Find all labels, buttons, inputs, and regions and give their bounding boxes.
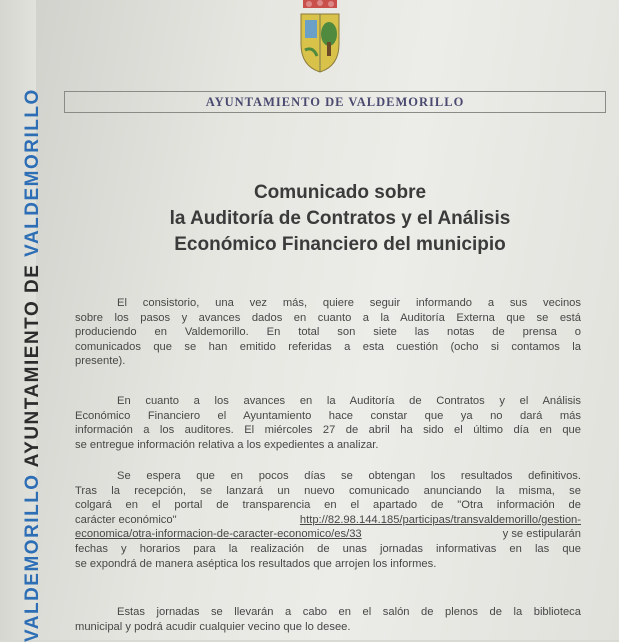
- paragraph-line: presente).: [75, 355, 126, 368]
- side-banner-part3: VALDEMORILLO: [22, 88, 43, 257]
- coat-of-arms-icon: [297, 0, 343, 74]
- side-banner: [0, 0, 43, 642]
- title-line-1: Comunicado sobre: [253, 182, 427, 203]
- paragraph-1: [75, 296, 581, 369]
- paragraph-line: Estas jornadas se llevarán a cabo en el salón de plenos de la biblioteca: [117, 606, 581, 618]
- paragraph-line: [75, 527, 581, 542]
- title-line-2: la Auditoría de Contratos y el Análisis: [169, 208, 511, 229]
- paragraph-2: [75, 394, 581, 452]
- transparency-portal-link-continued[interactable]: economica/otra-informacion-de-caracter-economico/es/33: [75, 528, 362, 541]
- header-banner: [64, 91, 606, 113]
- paragraph-line: El consistorio, una vez más, quiere seguir informando a sus vecinos: [117, 297, 581, 309]
- paragraph-line: se entregue información relativa a los expedientes a analizar.: [75, 438, 379, 451]
- paragraph-3: [75, 469, 581, 571]
- paragraph-line: En cuanto a los avances en la Auditoría de Contratos y el Análisis: [117, 395, 581, 407]
- paragraph-fragment: y se estipularán: [502, 528, 581, 541]
- paragraph-line: Económico Financiero el Ayuntamiento hace constar que ya no dará más: [75, 409, 581, 422]
- transparency-portal-link[interactable]: http://82.98.144.185/participas/transvaldemorillo/gestion-: [299, 513, 581, 526]
- paragraph-4: [75, 605, 581, 634]
- header-title: AYUNTAMIENTO DE VALDEMORILLO: [205, 95, 465, 109]
- paragraph-line: produciendo en Valdemorillo. En total son siete las notas de prensa o: [75, 326, 581, 339]
- paragraph-line: Tras la recepción, se lanzará un nuevo comunicado anunciando la misma, se: [75, 484, 581, 497]
- paragraph-line: colgará en el portal de transparencia en el apartado de "Otra información de: [75, 499, 581, 512]
- side-banner-text: [23, 88, 42, 642]
- document-title: [90, 180, 590, 258]
- side-banner-part2: AYUNTAMIENTO DE: [22, 263, 43, 468]
- paragraph-line: municipal y podrá acudir cualquier vecino que lo desee.: [75, 620, 351, 633]
- paragraph-line: información a los auditores. El miércoles 27 de abril ha sido el último día en que: [75, 424, 581, 437]
- side-banner-part1: VALDEMORILLO: [22, 473, 43, 642]
- paragraph-line: sobre los pasos y avances dados en cuanto a la Auditoría Externa que se está: [75, 311, 581, 324]
- paragraph-line: Se espera que en pocos días se obtengan los resultados definitivos.: [117, 470, 581, 482]
- paragraph-fragment: carácter económico": [75, 513, 177, 526]
- title-line-3: Económico Financiero del municipio: [174, 234, 506, 255]
- paragraph-line: comunicados que se han emitido referidas a esta cuestión (ocho si contamos la: [75, 340, 581, 353]
- paragraph-line: [75, 513, 581, 528]
- paragraph-line: se expondrá de manera aséptica los resultados que arrojen los informes.: [75, 557, 437, 570]
- paragraph-line: fechas y horarios para la realización de unas jornadas informativas en las que: [75, 542, 581, 555]
